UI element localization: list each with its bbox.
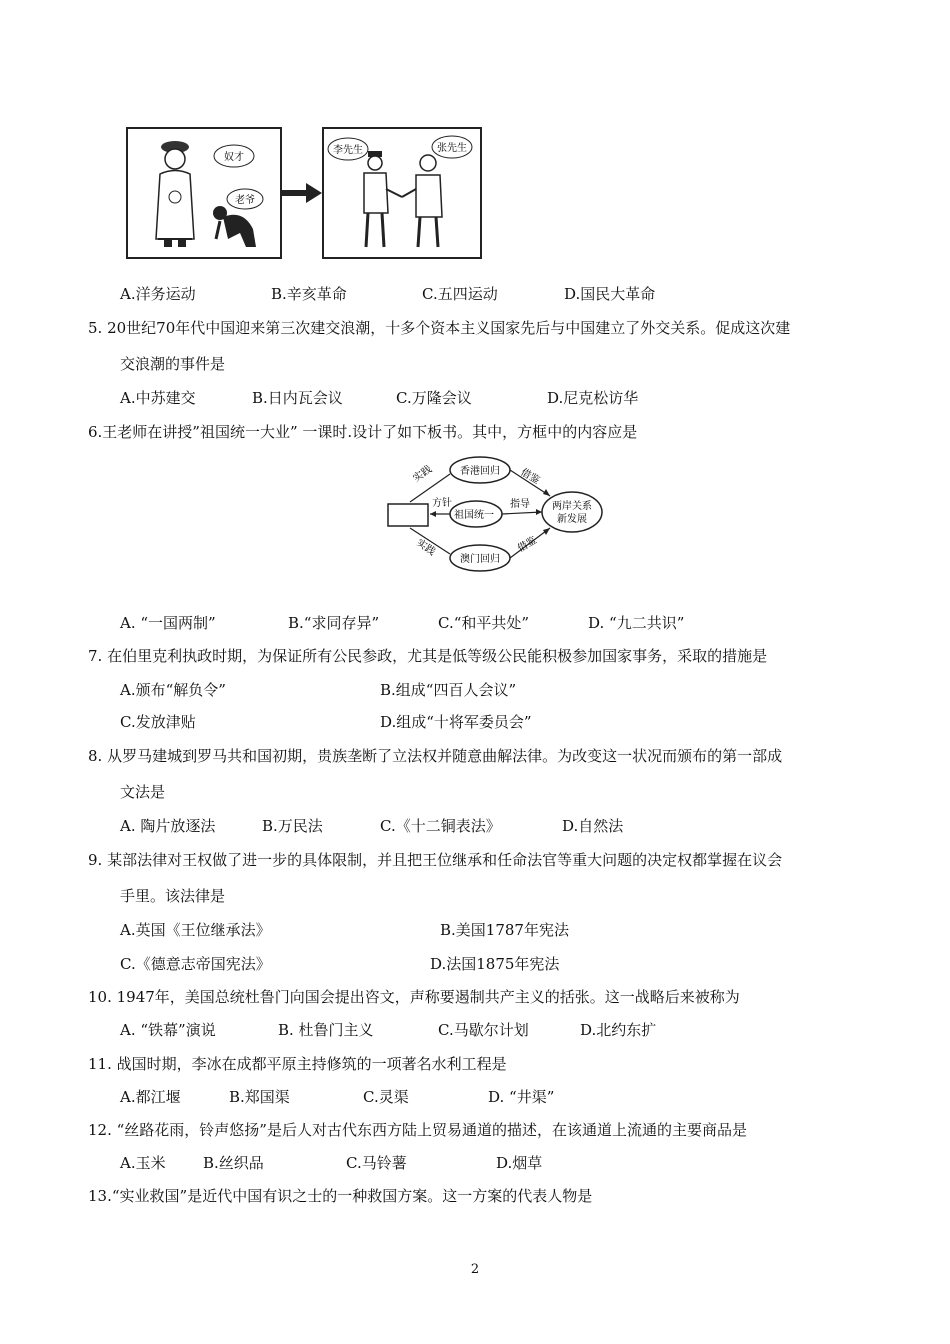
q6-stem-line1: 6.王老师在讲授”祖国统一大业” 一课时.设计了如下板书。其中，方框中的内容应是	[88, 423, 638, 441]
q11-option-b: B.郑国渠	[229, 1088, 290, 1106]
q8-option-d: D.自然法	[562, 817, 624, 835]
diagram-center-label: 祖国统一	[454, 510, 494, 521]
q5-stem-line2: 交浪潮的事件是	[120, 355, 226, 373]
q9-option-d: D.法国1875年宪法	[430, 955, 560, 973]
q6-board-diagram	[380, 452, 610, 576]
q7-option-c: C.发放津贴	[120, 713, 196, 731]
diagram-practice-top: 实践	[411, 463, 435, 485]
q8-stem-line2: 文法是	[120, 783, 166, 801]
q9-option-a: A.英国《王位继承法》	[120, 921, 271, 939]
right-bubble-2: 张先生	[437, 143, 467, 154]
q12-stem-line1: 12. “丝路花雨，铃声悠扬”是后人对古代东西方陆上贸易通道的描述，在该通道上流通的主要商品是	[88, 1121, 747, 1139]
q4-option-a: A.洋务运动	[120, 285, 196, 303]
q8-stem-line1: 8. 从罗马建城到罗马共和国初期，贵族垄断了立法权并随意曲解法律。为改变这一状况而颁布的第一部成	[88, 747, 783, 765]
q7-option-d: D.组成“十将军委员会”	[380, 713, 532, 731]
page-number: 2	[470, 1262, 480, 1277]
diagram-macau-label: 澳门回归	[460, 554, 500, 565]
q10-option-c: C.马歇尔计划	[438, 1021, 529, 1039]
left-bubble-1: 奴才	[224, 152, 244, 163]
q4-option-c: C.五四运动	[422, 285, 498, 303]
diagram-cross-label-1: 两岸关系	[552, 501, 592, 512]
cartoon-right-panel	[322, 127, 482, 259]
q8-option-b: B.万民法	[262, 817, 323, 835]
q10-option-a: A. “铁幕”演说	[120, 1021, 216, 1039]
left-bubble-2: 老爷	[235, 195, 255, 206]
cartoon-right-figures	[324, 129, 480, 257]
q4-option-d: D.国民大革命	[564, 285, 656, 303]
q11-stem-line1: 11. 战国时期，李冰在成都平原主持修筑的一项著名水利工程是	[88, 1055, 507, 1073]
q11-option-c: C.灵渠	[363, 1088, 409, 1106]
q6-option-b: B.“求同存异”	[288, 614, 380, 632]
q4-option-b: B.辛亥革命	[271, 285, 347, 303]
diagram-hk-label: 香港回归	[460, 466, 500, 477]
q6-option-c: C.“和平共处”	[438, 614, 530, 632]
diagram-ref-bottom: 借鉴	[516, 535, 539, 555]
q8-option-c: C.《十二铜表法》	[380, 817, 501, 835]
diagram-practice-bottom: 实践	[414, 537, 437, 558]
cartoon-left-figures	[128, 129, 280, 257]
q7-option-a: A.颁布“解负令”	[120, 681, 226, 699]
q13-stem-line1: 13.“实业救国”是近代中国有识之士的一种救国方案。这一方案的代表人物是	[88, 1187, 593, 1205]
q9-stem-line2: 手里。该法律是	[120, 887, 226, 905]
q10-option-b: B. 杜鲁门主义	[278, 1021, 374, 1039]
q5-option-d: D.尼克松访华	[547, 389, 639, 407]
q7-stem-line1: 7. 在伯里克利执政时期，为保证所有公民参政，尤其是低等级公民能积极参加国家事务，采取的措施是	[88, 647, 768, 665]
cartoon-left-panel	[126, 127, 282, 259]
q5-stem-line1: 5. 20世纪70年代中国迎来第三次建交浪潮，十多个资本主义国家先后与中国建立了外交关系。促成这次建	[88, 319, 791, 337]
q12-option-c: C.马铃薯	[346, 1154, 407, 1172]
q9-option-c: C.《德意志帝国宪法》	[120, 955, 271, 973]
q9-stem-line1: 9. 某部法律对王权做了进一步的具体限制，并且把王位继承和任命法官等重大问题的决定权都掌握在议会	[88, 851, 783, 869]
cartoon-arrow	[282, 183, 322, 203]
q7-option-b: B.组成“四百人会议”	[380, 681, 517, 699]
q11-option-a: A.都江堰	[120, 1088, 181, 1106]
q5-option-c: C.万隆会议	[396, 389, 472, 407]
q11-option-d: D. “井渠”	[488, 1088, 555, 1106]
q10-stem-line1: 10. 1947年，美国总统杜鲁门向国会提出咨文，声称要遏制共产主义的括张。这一战略后来被称为	[88, 988, 740, 1006]
diagram-ref-top: 借鉴	[518, 467, 542, 487]
q6-option-a: A. “一国两制”	[120, 614, 216, 632]
q5-option-a: A.中苏建交	[120, 389, 196, 407]
q5-option-b: B.日内瓦会议	[252, 389, 343, 407]
diagram-blank-box	[388, 504, 428, 526]
diagram-cross-label-2: 新发展	[557, 514, 587, 525]
diagram-cross-strait-node	[542, 492, 602, 532]
q6-option-d: D. “九二共识”	[588, 614, 685, 632]
q9-option-b: B.美国1787年宪法	[440, 921, 569, 939]
right-bubble-1: 李先生	[333, 145, 363, 156]
diagram-policy: 方针	[432, 498, 452, 509]
q12-option-b: B.丝织品	[203, 1154, 264, 1172]
q10-option-d: D.北约东扩	[580, 1021, 657, 1039]
q12-option-a: A.玉米	[120, 1154, 166, 1172]
q8-option-a: A. 陶片放逐法	[120, 817, 216, 835]
q12-option-d: D.烟草	[496, 1154, 543, 1172]
diagram-guide: 指导	[510, 499, 530, 510]
